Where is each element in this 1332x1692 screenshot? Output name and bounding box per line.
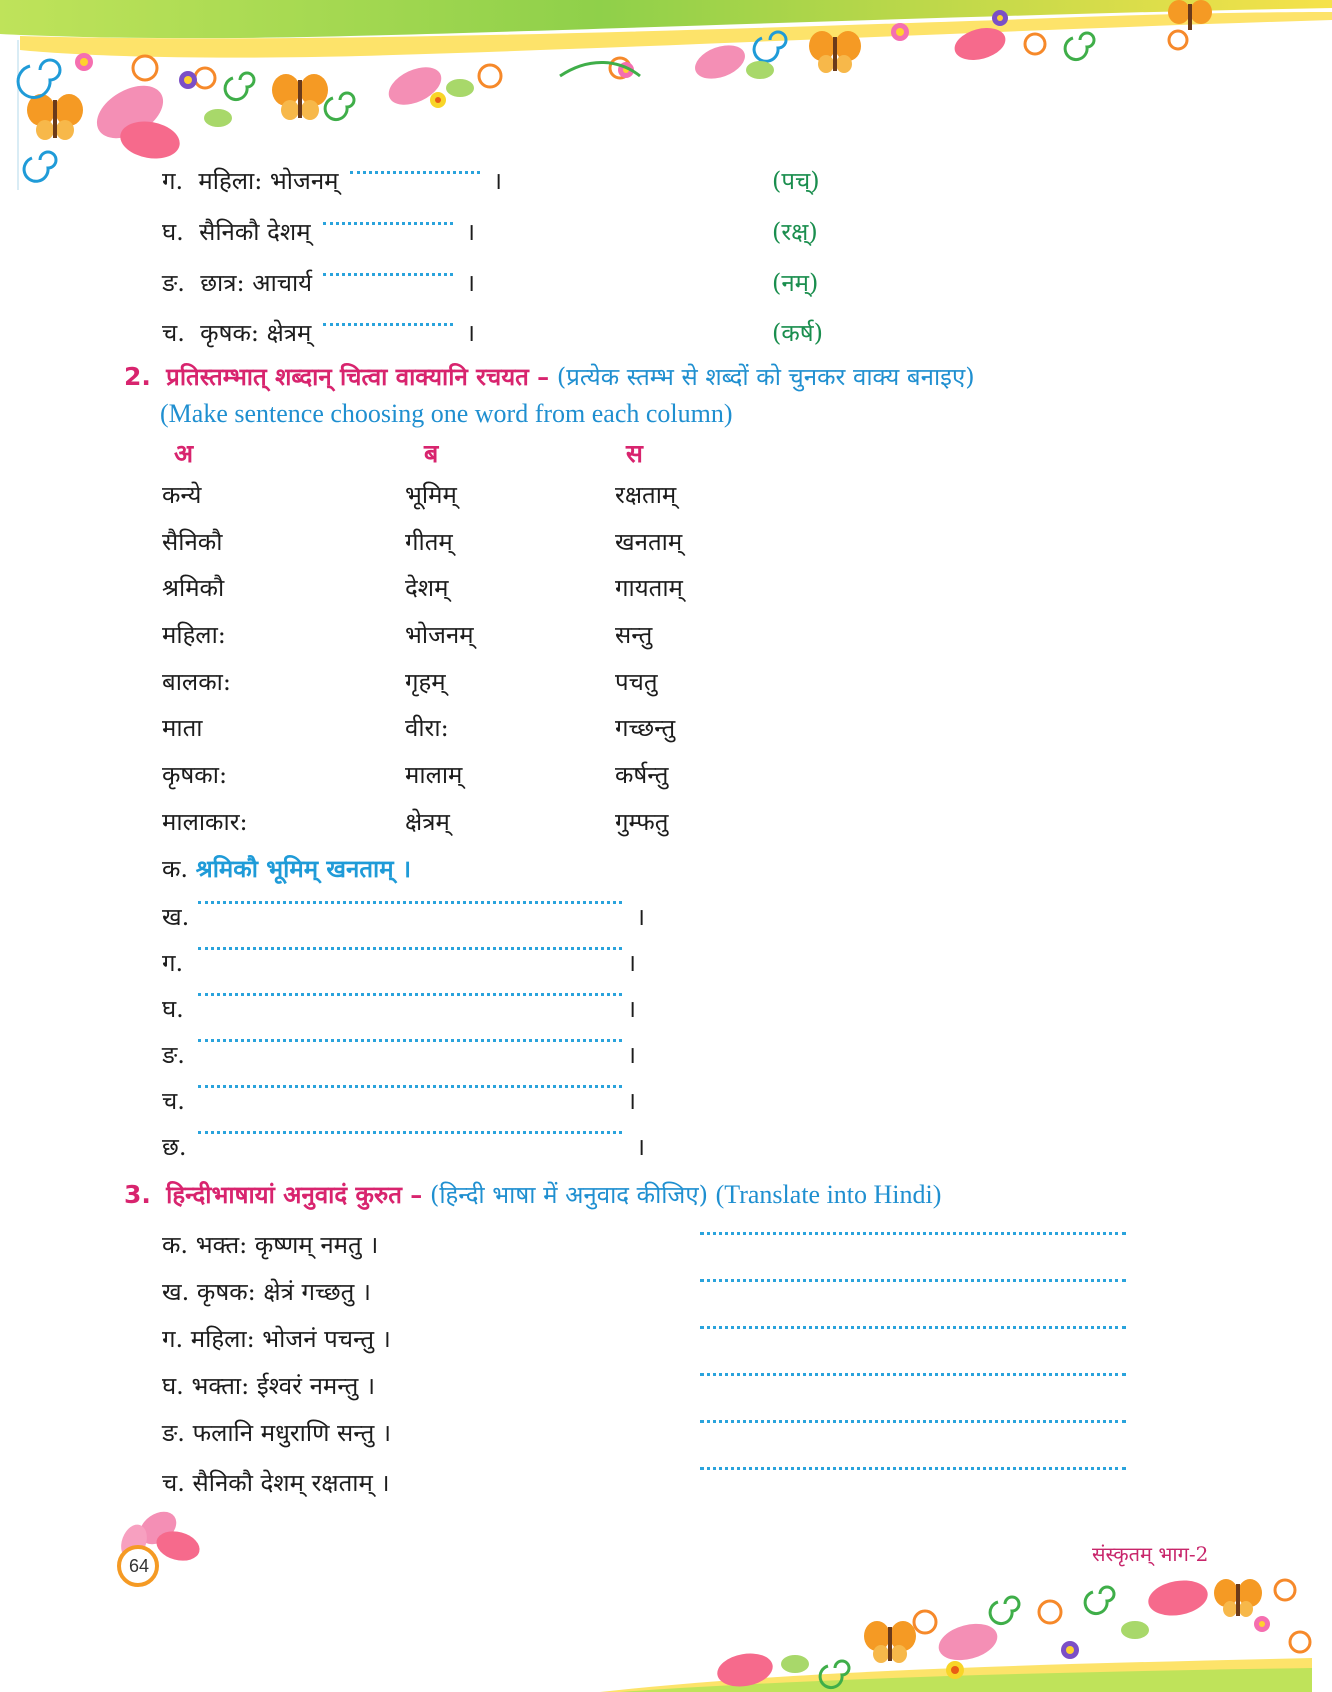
butterfly-icon <box>27 94 83 140</box>
word-cell: कन्ये <box>162 481 202 509</box>
exercise-1-item <box>162 318 311 348</box>
butterfly-icon <box>809 31 861 73</box>
item-danda: । <box>493 167 503 195</box>
word-cell: खनताम् <box>615 528 683 556</box>
exercise-2-heading <box>124 362 975 392</box>
word-cell: मालाम् <box>405 761 463 789</box>
word-cell: देशम् <box>405 574 449 602</box>
item-text: छात्र: आचार्य <box>200 269 313 297</box>
butterfly-icon <box>1214 1579 1262 1617</box>
word-cell: गच्छन्तु <box>615 714 676 742</box>
item-text: कृषक: क्षेत्रम् <box>200 319 312 347</box>
exercise-title: हिन्दीभाषायां अनुवादं कुरुत – <box>166 1180 423 1209</box>
butterfly-icon <box>272 74 328 120</box>
item-letter: ग. <box>162 167 184 195</box>
exercise-hindi-instruction: (प्रत्येक स्तम्भ से शब्दों को चुनकर वाक्य बनाइए) <box>556 363 975 391</box>
exercise-number: 3. <box>124 1180 151 1209</box>
blank-letter: घ. <box>162 995 184 1023</box>
example-sentence <box>162 854 411 884</box>
word-cell: पचतु <box>615 668 658 696</box>
verb-hint: (कर्ष) <box>772 319 824 347</box>
item-text: महिला: भोजनं पचन्तु । <box>190 1325 391 1353</box>
word-cell: रक्षताम् <box>615 481 677 509</box>
item-letter: घ. <box>162 1372 184 1400</box>
butterfly-icon <box>1168 0 1212 30</box>
item-letter: ङ. <box>162 1419 185 1447</box>
line-danda: । <box>627 949 637 977</box>
answer-blank[interactable] <box>350 171 480 174</box>
bottom-decorative-border <box>0 1560 1332 1692</box>
exercise-number: 2. <box>124 362 151 391</box>
translation-item <box>162 1324 391 1354</box>
book-title: संस्कृतम् भाग-2 <box>1092 1542 1209 1566</box>
item-text: सैनिकौ देशम् <box>199 218 311 246</box>
word-cell: कर्षन्तु <box>615 761 669 789</box>
sentence-answer-line[interactable] <box>198 993 622 996</box>
exercise-hindi-instruction: (हिन्दी भाषा में अनुवाद कीजिए) <box>429 1181 708 1209</box>
translation-answer-line[interactable] <box>700 1232 1126 1235</box>
word-cell: श्रमिकौ <box>162 574 225 602</box>
exercise-1-item <box>162 166 339 196</box>
item-letter: क. <box>162 1231 189 1259</box>
answer-blank[interactable] <box>323 323 453 326</box>
word-cell: सैनिकौ <box>162 528 223 556</box>
exercise-1-item <box>162 268 312 298</box>
column-head-b: ब <box>424 439 439 468</box>
translation-answer-line[interactable] <box>700 1326 1126 1329</box>
word-cell: भूमिम् <box>405 481 457 509</box>
item-letter: ङ. <box>162 269 185 297</box>
item-text: कृषक: क्षेत्रं गच्छतु । <box>196 1278 372 1306</box>
line-danda: । <box>627 1041 637 1069</box>
word-cell: गीतम् <box>405 528 453 556</box>
translation-item <box>162 1418 391 1448</box>
word-cell: भोजनम् <box>405 621 474 649</box>
sentence-answer-line[interactable] <box>198 1131 622 1134</box>
word-cell: क्षेत्रम् <box>405 808 450 836</box>
blank-letter: च. <box>162 1087 185 1115</box>
verb-hint: (नम्) <box>772 269 819 297</box>
sentence-answer-line[interactable] <box>198 1085 622 1088</box>
sentence-answer-line[interactable] <box>198 1039 622 1042</box>
example-answer: श्रमिकौ भूमिम् खनताम् । <box>195 854 412 883</box>
word-cell: सन्तु <box>615 621 653 649</box>
item-letter: घ. <box>162 218 184 246</box>
blank-letter: ङ. <box>162 1041 185 1069</box>
butterfly-icon <box>864 1621 916 1663</box>
verb-hint: (पच्) <box>772 167 820 195</box>
item-text: भक्ता: ईश्वरं नमन्तु । <box>191 1372 376 1400</box>
exercise-3-heading <box>124 1180 941 1210</box>
item-text: सैनिकौ देशम् रक्षताम् । <box>192 1469 390 1497</box>
word-cell: मालाकार: <box>162 808 248 836</box>
sentence-answer-line[interactable] <box>198 947 622 950</box>
example-letter: क. <box>162 855 189 883</box>
item-letter: च. <box>162 1469 185 1497</box>
line-danda: । <box>636 903 646 931</box>
verb-hint: (रक्ष्) <box>772 218 818 246</box>
column-head-s: स <box>626 439 643 468</box>
exercise-1-item <box>162 217 311 247</box>
item-text: महिला: भोजनम् <box>198 167 339 195</box>
translation-item <box>162 1468 390 1498</box>
translation-answer-line[interactable] <box>700 1373 1126 1376</box>
item-danda: । <box>466 319 476 347</box>
exercise-english-instruction: (Make sentence choosing one word from each column) <box>160 399 733 428</box>
answer-blank[interactable] <box>323 273 453 276</box>
translation-answer-line[interactable] <box>700 1420 1126 1423</box>
translation-item <box>162 1371 375 1401</box>
translation-answer-line[interactable] <box>700 1467 1126 1470</box>
exercise-title: प्रतिस्तम्भात् शब्दान् चित्वा वाक्यानि रचयत – <box>166 362 550 391</box>
blank-letter: ग. <box>162 949 184 977</box>
translation-item <box>162 1277 371 1307</box>
item-text: फलानि मधुराणि सन्तु । <box>192 1419 392 1447</box>
word-cell: बालका: <box>162 668 231 696</box>
line-danda: । <box>627 1087 637 1115</box>
blank-letter: ख. <box>162 903 190 931</box>
page-number: 64 <box>129 1556 150 1576</box>
word-cell: गुम्फतु <box>615 808 669 836</box>
answer-blank[interactable] <box>323 222 453 225</box>
blank-letter: छ. <box>162 1133 187 1161</box>
word-cell: वीरा: <box>405 714 449 742</box>
item-text: भक्त: कृष्णम् नमतु । <box>195 1231 379 1259</box>
word-cell: माता <box>162 714 203 742</box>
exercise-english-instruction: (Translate into Hindi) <box>715 1180 942 1209</box>
column-head-a: अ <box>174 439 194 468</box>
word-cell: गृहम् <box>405 668 446 696</box>
word-cell: गायताम् <box>615 574 683 602</box>
translation-item <box>162 1230 378 1260</box>
item-letter: ग. <box>162 1325 184 1353</box>
translation-answer-line[interactable] <box>700 1279 1126 1282</box>
word-cell: महिला: <box>162 621 226 649</box>
item-danda: । <box>466 218 476 246</box>
line-danda: । <box>627 995 637 1023</box>
sentence-answer-line[interactable] <box>198 901 622 904</box>
item-letter: च. <box>162 319 185 347</box>
line-danda: । <box>636 1133 646 1161</box>
item-letter: ख. <box>162 1278 190 1306</box>
item-danda: । <box>466 269 476 297</box>
word-cell: कृषका: <box>162 761 228 789</box>
